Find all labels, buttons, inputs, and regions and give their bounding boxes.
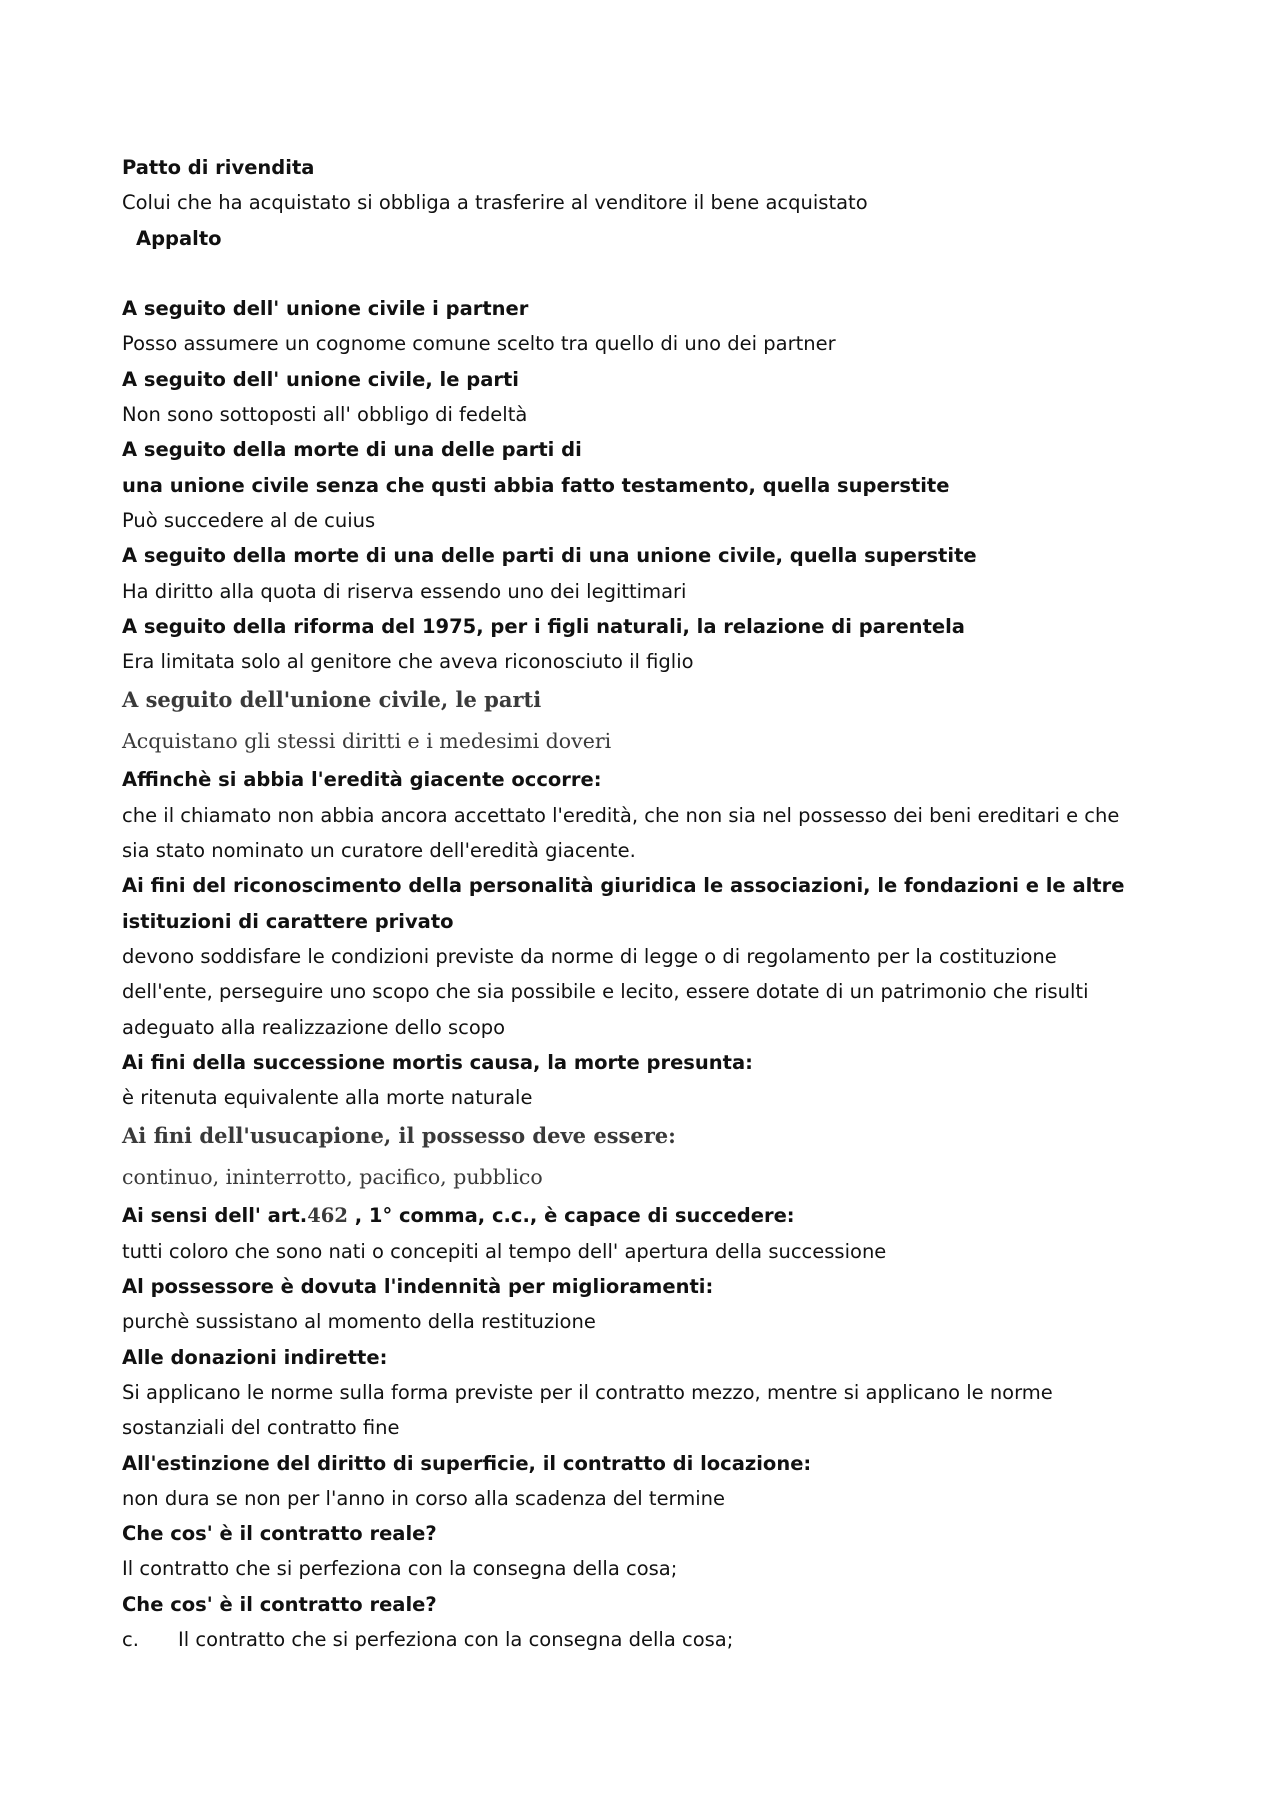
answer-text: Ha diritto alla quota di riserva essendo uno dei legittimari bbox=[122, 579, 687, 603]
question-heading: Affinchè si abbia l'eredità giacente occorre: bbox=[122, 768, 602, 792]
article-number: 462 bbox=[307, 1204, 348, 1228]
question-heading: Ai fini della successione mortis causa, la morte presunta: bbox=[122, 1050, 753, 1074]
answer-text: dell'ente, perseguire uno scopo che sia possibile e lecito, essere dotate di un patrimonio che risulti bbox=[122, 980, 1089, 1004]
question-heading: Patto di rivendita bbox=[122, 156, 315, 179]
answer-text: Non sono sottoposti all' obbligo di fedeltà bbox=[122, 403, 528, 427]
question-heading: A seguito della morte di una delle parti di bbox=[122, 438, 582, 462]
section-heading: Appalto bbox=[136, 226, 222, 250]
question-heading: A seguito dell'unione civile, le parti bbox=[122, 687, 542, 713]
question-heading: Che cos' è il contratto reale? bbox=[122, 1592, 437, 1616]
question-heading: A seguito della morte di una delle parti di una unione civile, quella superstite bbox=[122, 544, 977, 568]
answer-text: Il contratto che si perfeziona con la consegna della cosa; bbox=[122, 1557, 678, 1581]
answer-text: Era limitata solo al genitore che aveva riconosciuto il figlio bbox=[122, 650, 694, 674]
question-heading: istituzioni di carattere privato bbox=[122, 909, 454, 933]
list-label: c. bbox=[122, 1627, 139, 1651]
question-heading: A seguito della riforma del 1975, per i figli naturali, la relazione di parentela bbox=[122, 614, 965, 638]
answer-text: Si applicano le norme sulla forma previste per il contratto mezzo, mentre si applicano le norme bbox=[122, 1380, 1053, 1404]
question-heading: A seguito dell' unione civile i partner bbox=[122, 297, 529, 321]
question-heading: una unione civile senza che qusti abbia fatto testamento, quella superstite bbox=[122, 473, 950, 497]
question-heading: All'estinzione del diritto di superficie, il contratto di locazione: bbox=[122, 1451, 812, 1475]
answer-text: purchè sussistano al momento della restituzione bbox=[122, 1310, 596, 1334]
answer-text: che il chiamato non abbia ancora accettato l'eredità, che non sia nel possesso dei beni ereditari e che bbox=[122, 803, 1120, 827]
question-text: Ai sensi dell' art. bbox=[122, 1204, 308, 1228]
answer-text: sostanziali del contratto fine bbox=[122, 1416, 400, 1440]
answer-text: Acquistano gli stessi diritti e i medesimi doveri bbox=[122, 728, 612, 753]
question-heading: Che cos' è il contratto reale? bbox=[122, 1522, 437, 1546]
question-heading: Al possessore è dovuta l'indennità per miglioramenti: bbox=[122, 1275, 714, 1299]
answer-text: adeguato alla realizzazione dello scopo bbox=[122, 1015, 506, 1039]
question-heading: Ai fini del riconoscimento della personalità giuridica le associazioni, le fondazioni e le altre bbox=[122, 874, 1125, 898]
answer-text: continuo, ininterrotto, pacifico, pubblico bbox=[122, 1164, 543, 1189]
list-item bbox=[122, 1622, 1162, 1657]
question-text: , 1° comma, c.c., è capace di succedere: bbox=[347, 1204, 795, 1228]
answer-text: sia stato nominato un curatore dell'eredità giacente. bbox=[122, 839, 636, 863]
question-heading bbox=[122, 1198, 1162, 1233]
question-heading: Alle donazioni indirette: bbox=[122, 1345, 388, 1369]
answer-text: Il contratto che si perfeziona con la consegna della cosa; bbox=[178, 1627, 734, 1651]
question-heading: A seguito dell' unione civile, le parti bbox=[122, 367, 519, 391]
answer-text: Posso assumere un cognome comune scelto tra quello di uno dei partner bbox=[122, 332, 836, 356]
answer-text: devono soddisfare le condizioni previste da norme di legge o di regolamento per la costituzione bbox=[122, 944, 1057, 968]
document-content bbox=[122, 150, 1162, 1657]
answer-text: tutti coloro che sono nati o concepiti al tempo dell' apertura della successione bbox=[122, 1239, 887, 1263]
question-heading: Ai fini dell'usucapione, il possesso deve essere: bbox=[122, 1123, 676, 1149]
answer-text: Colui che ha acquistato si obbliga a trasferire al venditore il bene acquistato bbox=[122, 191, 868, 215]
answer-text: Può succedere al de cuius bbox=[122, 508, 376, 532]
spacer bbox=[122, 256, 1162, 291]
answer-text: è ritenuta equivalente alla morte naturale bbox=[122, 1086, 533, 1110]
answer-text: non dura se non per l'anno in corso alla scadenza del termine bbox=[122, 1486, 726, 1510]
